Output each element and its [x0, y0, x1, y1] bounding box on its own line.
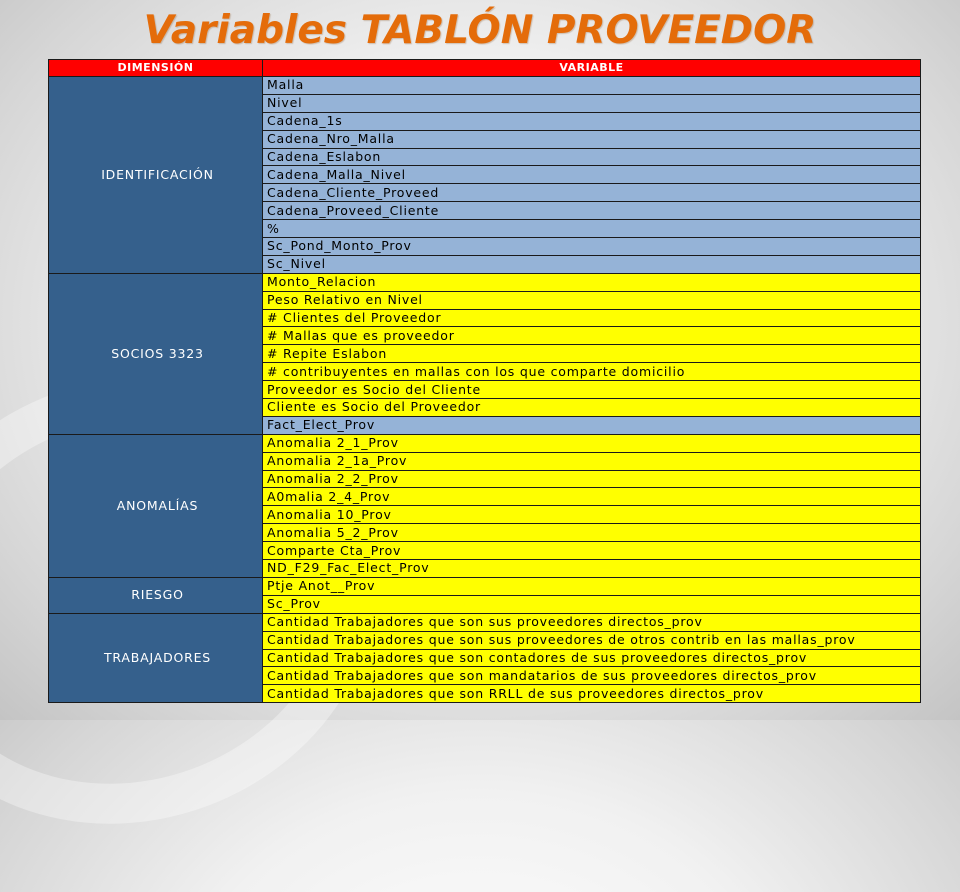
- variable-cell: Cantidad Trabajadores que son RRLL de sus proveedores directos_prov: [263, 685, 921, 703]
- header-dimension: DIMENSIÓN: [49, 60, 263, 77]
- variables-table: [48, 59, 921, 703]
- variable-cell: Cadena_Nro_Malla: [263, 130, 921, 148]
- header-variable: VARIABLE: [263, 60, 921, 77]
- variable-cell: Anomalia 10_Prov: [263, 506, 921, 524]
- variable-cell: # Mallas que es proveedor: [263, 327, 921, 345]
- variable-cell: Cliente es Socio del Proveedor: [263, 399, 921, 417]
- variable-cell: Cadena_Cliente_Proveed: [263, 184, 921, 202]
- variable-cell: Fact_Elect_Prov: [263, 416, 921, 434]
- variable-cell: Peso Relativo en Nivel: [263, 291, 921, 309]
- variable-cell: Cantidad Trabajadores que son mandatarios de sus proveedores directos_prov: [263, 667, 921, 685]
- variable-cell: A0malia 2_4_Prov: [263, 488, 921, 506]
- variable-cell: Anomalia 5_2_Prov: [263, 524, 921, 542]
- variable-cell: Anomalia 2_2_Prov: [263, 470, 921, 488]
- dimension-cell: ANOMALÍAS: [49, 434, 263, 577]
- variable-cell: %: [263, 220, 921, 238]
- variable-cell: Cadena_Proveed_Cliente: [263, 202, 921, 220]
- table-row: [49, 273, 921, 291]
- variable-cell: Anomalia 2_1a_Prov: [263, 452, 921, 470]
- variable-cell: Sc_Pond_Monto_Prov: [263, 238, 921, 256]
- variable-cell: Anomalia 2_1_Prov: [263, 434, 921, 452]
- variable-cell: Cantidad Trabajadores que son sus proveedores directos_prov: [263, 613, 921, 631]
- variable-cell: # contribuyentes en mallas con los que comparte domicilio: [263, 363, 921, 381]
- table-row: [49, 434, 921, 452]
- variable-cell: Sc_Prov: [263, 595, 921, 613]
- variable-cell: Comparte Cta_Prov: [263, 542, 921, 560]
- dimension-cell: RIESGO: [49, 577, 263, 613]
- variable-cell: Cadena_Eslabon: [263, 148, 921, 166]
- table-row: [49, 613, 921, 631]
- variable-cell: Proveedor es Socio del Cliente: [263, 381, 921, 399]
- variable-cell: Sc_Nivel: [263, 255, 921, 273]
- variable-cell: Cantidad Trabajadores que son sus proveedores de otros contrib en las mallas_prov: [263, 631, 921, 649]
- dimension-cell: TRABAJADORES: [49, 613, 263, 702]
- variable-cell: Cadena_Malla_Nivel: [263, 166, 921, 184]
- variable-cell: Nivel: [263, 94, 921, 112]
- variable-cell: # Repite Eslabon: [263, 345, 921, 363]
- variable-cell: # Clientes del Proveedor: [263, 309, 921, 327]
- variable-cell: ND_F29_Fac_Elect_Prov: [263, 560, 921, 578]
- dimension-cell: IDENTIFICACIÓN: [49, 77, 263, 274]
- variable-cell: Monto_Relacion: [263, 273, 921, 291]
- variable-cell: Cadena_1s: [263, 112, 921, 130]
- variable-cell: Cantidad Trabajadores que son contadores de sus proveedores directos_prov: [263, 649, 921, 667]
- page-title: Variables TABLÓN PROVEEDOR: [143, 8, 817, 53]
- variable-cell: Malla: [263, 77, 921, 95]
- table-row: [49, 77, 921, 95]
- table-row: [49, 577, 921, 595]
- header-row: [49, 60, 921, 77]
- dimension-cell: SOCIOS 3323: [49, 273, 263, 434]
- variable-cell: Ptje Anot__Prov: [263, 577, 921, 595]
- table-body: [49, 77, 921, 703]
